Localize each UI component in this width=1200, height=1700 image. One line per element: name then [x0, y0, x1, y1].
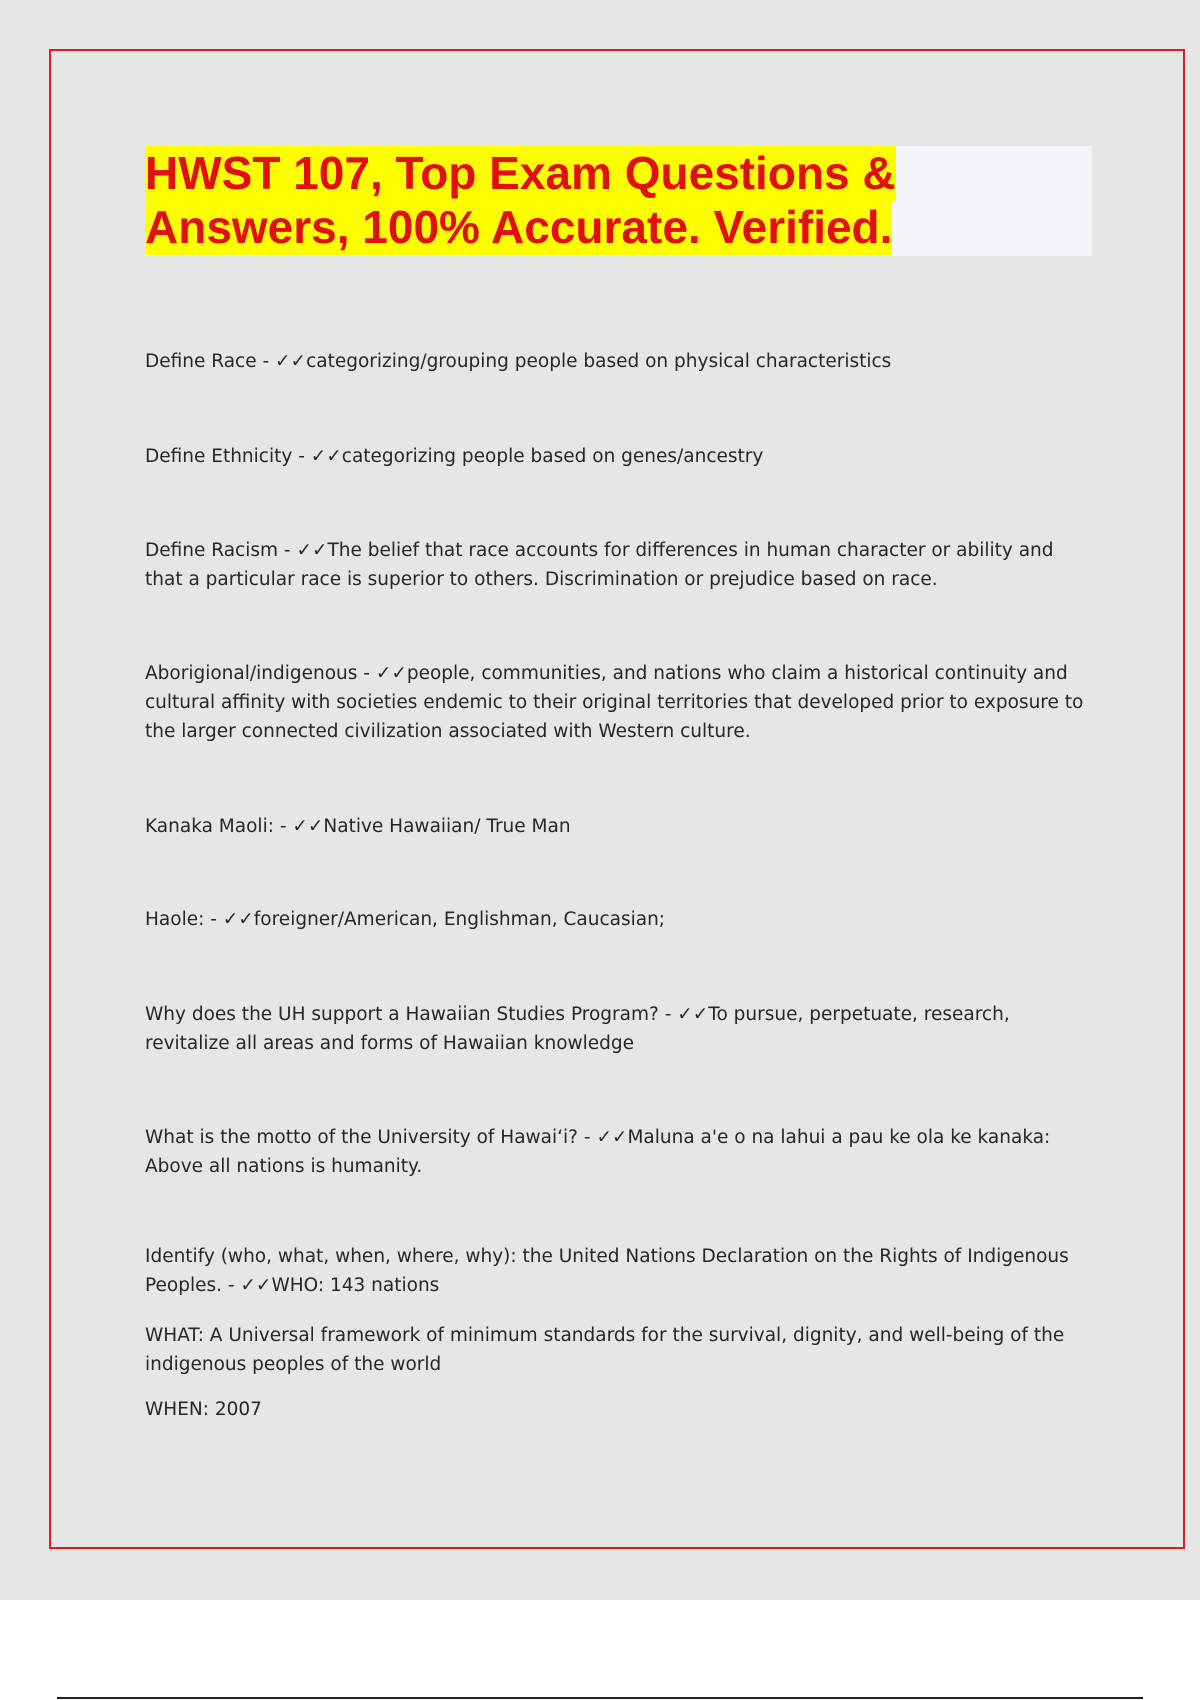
check-icon: ✓✓: [375, 663, 407, 684]
answer-text: categorizing/grouping people based on physical characteristics: [306, 351, 892, 372]
qa-item: [145, 905, 1095, 934]
next-page-rule: [57, 1697, 1143, 1699]
answer-text: To pursue, perpetuate, research, revitalize all areas and forms of Hawaiian knowledge: [145, 1004, 1010, 1054]
question-text: Define Race -: [145, 351, 276, 372]
question-text: What is the motto of the University of Hawai‘i? -: [145, 1127, 597, 1148]
qa-item: [145, 812, 1095, 841]
qa-item: [145, 442, 1095, 471]
question-text: Define Racism -: [145, 540, 297, 561]
answer-text: Maluna a'e o na lahui a pau ke ola ke kanaka: Above all nations is humanity.: [145, 1127, 1051, 1177]
question-text: Define Ethnicity -: [145, 446, 311, 467]
qa-item: [145, 536, 1095, 594]
answer-text: Native Hawaiian/ True Man: [323, 816, 571, 837]
question-text: Kanaka Maoli: -: [145, 816, 293, 837]
question-text: Aborigional/indigenous -: [145, 663, 376, 684]
paragraph: WHEN: 2007: [145, 1399, 262, 1420]
qa-item: [145, 1123, 1095, 1181]
check-icon: ✓✓: [275, 351, 307, 372]
question-text: Identify (who, what, when, where, why): the United Nations Declaration on the Rights of Indigenous Peoples. -: [145, 1246, 1069, 1296]
check-icon: ✓✓: [240, 1275, 272, 1296]
title-line-1: HWST 107, Top Exam Questions &: [145, 147, 896, 199]
check-icon: ✓✓: [222, 909, 254, 930]
answer-text: people, communities, and nations who claim a historical continuity and cultural affinity with societies endemic to their original territories that developed prior to exposure to the larger connected civilization associated with Western culture.: [145, 663, 1084, 742]
question-text: Haole: -: [145, 909, 223, 930]
answer-text: foreigner/American, Englishman, Caucasian;: [253, 909, 666, 930]
qa-item: [145, 1000, 1095, 1058]
check-icon: ✓✓: [310, 446, 342, 467]
paragraph: WHAT: A Universal framework of minimum standards for the survival, dignity, and well-being of the indigenous peoples of the world: [145, 1325, 1065, 1375]
document-title: [145, 146, 896, 254]
qa-item: [145, 347, 1095, 376]
qa-item: [145, 659, 1095, 746]
check-icon: ✓✓: [292, 816, 324, 837]
qa-item: [145, 1242, 1095, 1300]
answer-text: The belief that race accounts for differences in human character or ability and that a particular race is superior to others. Discrimination or prejudice based on race.: [145, 540, 1054, 590]
check-icon: ✓✓: [596, 1127, 628, 1148]
title-line-2: Answers, 100% Accurate. Verified.: [145, 201, 893, 253]
answer-text: WHO: 143 nations: [271, 1275, 440, 1296]
check-icon: ✓✓: [296, 540, 328, 561]
answer-text: categorizing people based on genes/ancestry: [341, 446, 764, 467]
check-icon: ✓✓: [677, 1004, 709, 1025]
question-text: Why does the UH support a Hawaiian Studies Program? -: [145, 1004, 678, 1025]
